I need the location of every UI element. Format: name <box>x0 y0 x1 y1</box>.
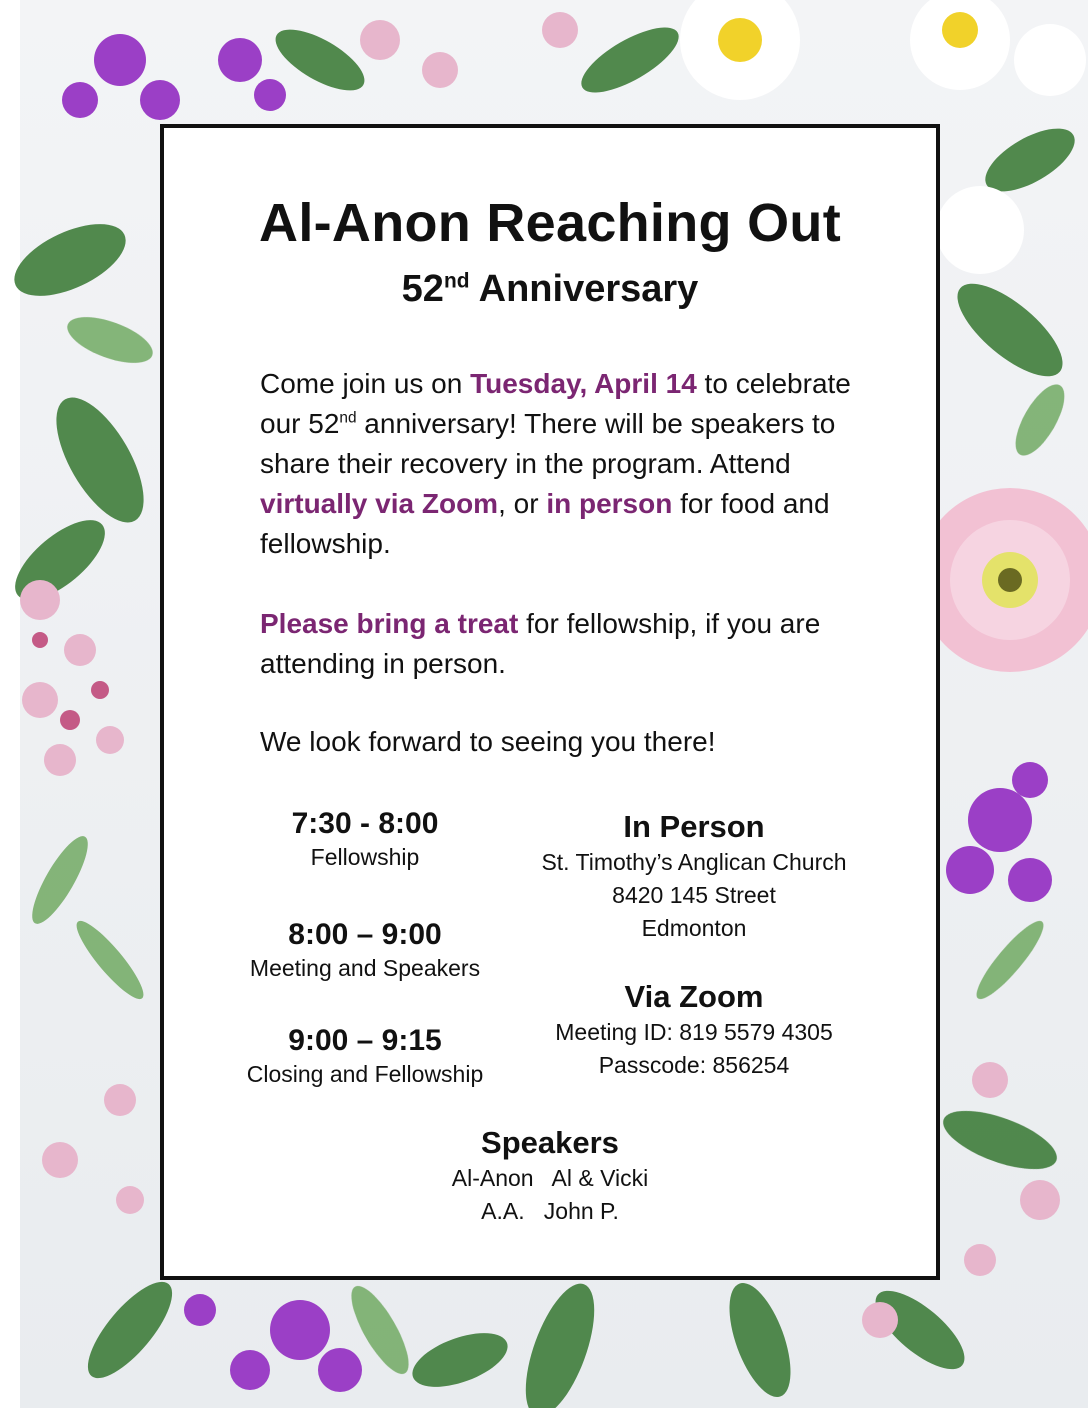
zoom-section <box>514 978 874 1082</box>
intro-text: Come join us on <box>260 368 471 399</box>
speaker-names: John P. <box>543 1198 619 1224</box>
speaker-group: A.A. <box>481 1198 525 1224</box>
zoom-meeting-id: Meeting ID: 819 5579 4305 <box>555 1019 833 1045</box>
speaker-group: Al-Anon <box>451 1165 534 1191</box>
zoom-highlight: virtually via Zoom <box>260 488 499 519</box>
zoom-passcode: Passcode: 856254 <box>598 1052 790 1078</box>
treat-highlight: Please bring a treat <box>260 608 519 639</box>
slot-time: 9:00 – 9:15 <box>288 1024 442 1057</box>
flyer-title: Al-Anon Reaching Out <box>259 193 841 253</box>
intro-text: anniversary! There will be speakers to share their recovery in the program. Attend <box>260 408 836 479</box>
treat-paragraph <box>260 604 870 684</box>
intro-text: for food and fellowship. <box>260 488 830 559</box>
slot-time: 8:00 – 9:00 <box>288 918 442 951</box>
address-line: Edmonton <box>641 915 747 941</box>
event-date: Tuesday, April 14 <box>470 368 697 399</box>
speakers-heading: Speakers <box>481 1125 619 1160</box>
speakers-section <box>164 1124 936 1228</box>
flyer-subtitle <box>164 268 936 311</box>
speaker-names: Al & Vicki <box>551 1165 649 1191</box>
treat-text: for fellowship, if you are attending in person. <box>260 608 821 679</box>
intro-paragraph <box>260 364 870 564</box>
address-line: St. Timothy’s Anglican Church <box>541 849 847 875</box>
zoom-heading: Via Zoom <box>624 979 764 1014</box>
schedule-slot <box>220 806 510 872</box>
in-person-heading: In Person <box>623 809 765 844</box>
subtitle-suffix: nd <box>443 269 470 293</box>
schedule-slot <box>220 1023 510 1089</box>
address-line: 8420 145 Street <box>612 882 776 908</box>
intro-text: to celebrate our 52 <box>260 368 851 439</box>
schedule-slot <box>220 917 510 983</box>
subtitle-number: 52 <box>401 268 444 310</box>
speaker-row <box>164 1195 936 1228</box>
flyer-card <box>160 124 940 1280</box>
speaker-row <box>164 1162 936 1195</box>
in-person-section <box>514 808 874 945</box>
closing-line: We look forward to seeing you there! <box>260 726 716 757</box>
in-person-highlight: in person <box>546 488 673 519</box>
slot-label: Closing and Fellowship <box>246 1061 484 1087</box>
slot-label: Fellowship <box>310 844 420 870</box>
slot-time: 7:30 - 8:00 <box>291 807 439 840</box>
slot-label: Meeting and Speakers <box>249 955 481 981</box>
subtitle-text: Anniversary <box>478 268 699 310</box>
ordinal-suffix: nd <box>339 409 357 427</box>
intro-text: , or <box>498 488 547 519</box>
